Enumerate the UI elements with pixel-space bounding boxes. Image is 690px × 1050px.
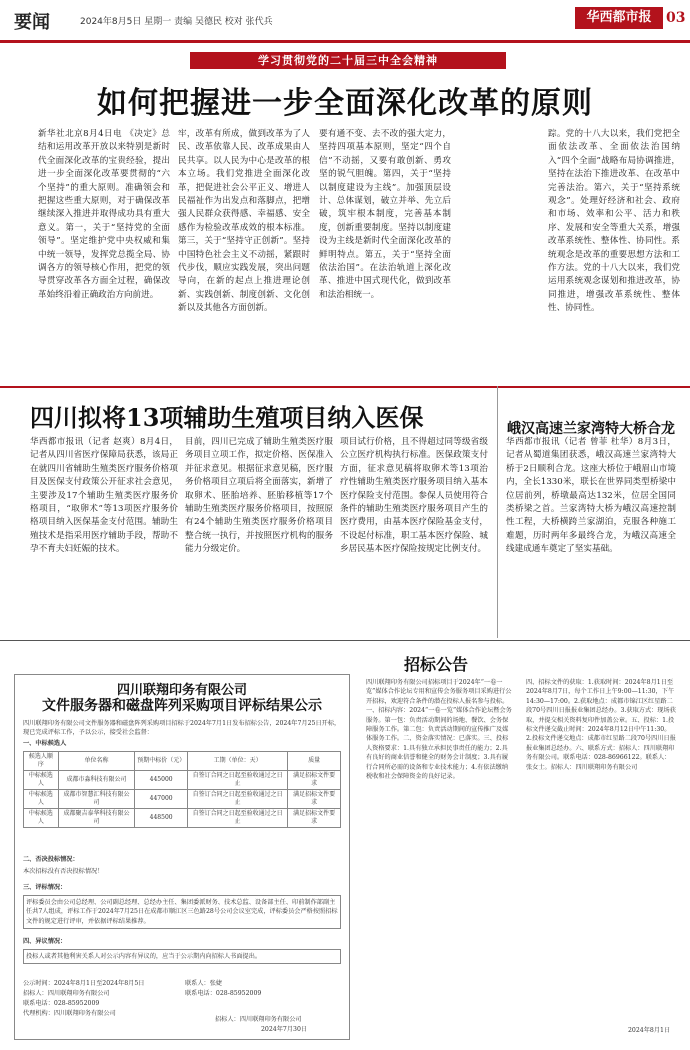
table-header: 工期（单位：天） xyxy=(188,752,288,771)
main-headline: 如何把握进一步全面深化改革的原则 xyxy=(97,86,593,121)
section-title: 要闻 xyxy=(14,12,50,33)
tender-column-1: 四川联翔印务有限公司招标项目于2024年“一卷一览”媒体合作论坛专用和宣传会务服务项目采购进行公开招标，欢迎符合条件的潜在投标人报名参与投标。一、招标内容：2024“一卷一览”媒体合作论坛暨会务服务。第一包：负责活动期间的场地、餐饮、会务保障服务工作。第二包：负责活动期间的宣传推广及媒体服务工作。二、资金落实情况：已落实。三、投标人资格要求：1.具有独立承担民事责任的能力；2.具有良好的商业信誉和健全的财务会计制度；3.具有履行合同所必需的设备和专业技术能力；4.有依法缴纳税收和社会保障资金的良好记录。 xyxy=(366,679,512,781)
lead-column-1: 新华社北京8月4日电 《决定》总结和运用改革开放以来特别是新时代全面深化改革的宝贵经验，提出进一步全面深化改革要贯彻的“六个坚持”的重大原则。准确领会和把握这些重大原则，对于确保改革继续深入推进并取得成功具有重大意义。第一，关于“坚持党的全面领导”。坚定维护党中央权威和集中统一领导，发挥党总揽全局、协调各方的领导核心作用，把党的领导贯穿改革各方面全过程，确保改革始终沿着正确政治方向前进。 xyxy=(38,129,170,300)
table-cell: 448500 xyxy=(135,809,188,828)
table-cell: 中标候选人 xyxy=(24,771,59,790)
table-header-row xyxy=(24,752,341,771)
notice-title: 文件服务器和磁盘阵列采购项目评标结果公示 xyxy=(42,698,322,714)
table-header: 预期中标价（元） xyxy=(135,752,188,771)
story2-column-2: 目前，四川已完成了辅助生殖类医疗服务项目立项工作，拟定价格、医保准入并征求意见。根据征求意见稿，医疗服务价格项目立项后将全面落实，新增了取卵术、胚胎培养、胚胎移植等17个辅助生殖类医疗服务价格项目，按照原有24个辅助生殖类医疗服务价格项目整合统一执行，并按照医疗机构的服务能力分级定价。 xyxy=(185,437,333,555)
table-header: 质量 xyxy=(288,752,341,771)
notice-signature: 招标人：四川联翔印务有限公司 xyxy=(215,1016,302,1023)
table-cell: 自签订合同之日起至验收通过之日止 xyxy=(188,790,288,809)
table-header: 单位名称 xyxy=(58,752,134,771)
notice-section-2-body: 本次招标没有否决投标情况！ xyxy=(23,868,104,875)
table-header: 候选人顺序 xyxy=(24,752,59,771)
column-divider xyxy=(497,386,498,638)
bid-result-notice xyxy=(14,674,350,1040)
notice-contact: 联系人：张婕 xyxy=(185,980,223,987)
table-cell: 满足招标文件要求 xyxy=(288,771,341,790)
notice-phone: 联系电话：028-85952009 xyxy=(23,1000,100,1007)
tender-notice xyxy=(366,652,676,1042)
table-cell: 满足招标文件要求 xyxy=(288,809,341,828)
table-cell: 成都市淼科技有限公司 xyxy=(58,771,134,790)
lead-column-4: 踪。党的十八大以来，我们党把全面依法改革、全面依法治国纳入“四个全面”战略布局协调推进，坚持在法治下推进改革、在改革中完善法治。第六，关于“坚持系统观念”。处理好经济和社会、政府和市场、效率和公平、活力和秩序、发展和安全等重大关系，增强改革系统性、整体性、协同性。系统观念是改革的重要思想方法和工作方法。党的十八大以来，我们党运用系统观念谋划和推进改革，协同推进，增强改革系统性、整体性、协同性。 xyxy=(548,129,680,314)
notice-agent: 代理机构：四川联翔印务有限公司 xyxy=(23,1010,116,1017)
issue-meta: 2024年8月5日 星期一 责编 吴德民 校对 张代兵 xyxy=(80,17,273,27)
candidate-table xyxy=(23,751,341,828)
notice-section-3-body: 评标委员会由公司总经理、公司副总经理、总经办主任、集团委派财务、技术总监、设备部主任、印前制作部副主任共7人组成，评标工作于2024年7月25日在成都市顺江区三色路28号公司会议室完成，评标委员会严格按照招标文件的规定进行评审，并依据评标结果推荐。 xyxy=(23,895,341,929)
page-header xyxy=(0,0,690,40)
table-cell: 中标候选人 xyxy=(24,809,59,828)
table-cell: 成都市智慧汇科技有限公司 xyxy=(58,790,134,809)
table-cell: 445000 xyxy=(135,771,188,790)
notice-date: 2024年7月30日 xyxy=(261,1026,308,1033)
lead-column-2: 牢，改革有所成，做到改革为了人民、改革依靠人民、改革成果由人民共享。以人民为中心是改革的根本立场。我们党推进全面深化改革，把促进社会公平正义、增进人民福祉作为出发点和落脚点，把增强人民群众获得感、幸福感、安全感作为检验改革成效的根本标准。第三，关于“坚持守正创新”。坚持中国特色社会主义不动摇，紧跟时代步伐，顺应实践发展，突出问题导向，在新的起点上推进理论创新、实践创新、制度创新、文化创新以及其他各方面创新。 xyxy=(178,129,310,314)
notice-tel2: 联系电话：028-85952009 xyxy=(185,990,262,997)
table-row xyxy=(24,790,341,809)
notice-section-4: 四、异议情况： xyxy=(23,938,67,945)
notice-company: 四川联翔印务有限公司 xyxy=(116,683,247,698)
story2-headline: 四川拟将13项辅助生殖项目纳入医保 xyxy=(30,403,424,432)
story2-column-1: 华西都市报讯（记者 赵爽）8月4日，记者从四川省医疗保障局获悉，该局正在就四川省辅助生殖类医疗服务价格项目及医保支付政策公开征求社会意见，主要涉及17个辅助生殖类医疗服务价格项目，“取卵术”等13项医疗服务价格项目纳入医保基金支付范围。辅助生殖技术是指采用医疗辅助手段，帮助不孕不育夫妇妊娠的技术。 xyxy=(30,437,178,555)
table-cell: 自签订合同之日起至验收通过之日止 xyxy=(188,771,288,790)
tender-column-2: 四、招标文件的获取：1.获取时间：2024年8月1日至2024年8月7日，每个工作日上午9:00—11:30，下午14:30—17:00。2.获取地点：成都市锦江区红星路二段70号四川日报报业集团总经办。3.获取方式：现场获取，并提交相关资料复印件加盖公章。五、投标：1.投标文件递交截止时间：2024年8月12日中午11:30。2.投标文件递交地点：成都市红星路二段70号四川日报报业集团总经办。六、联系方式：招标人：四川联翔印务有限公司。联系电话：028-86966122。联系人：张女士。招标人：四川联翔印务有限公司 xyxy=(526,679,676,771)
lead-column-3: 要有通不变、去不改的强大定力，坚持四项基本原则，坚定“四个自信”不动摇，又要有敢创新、勇攻坚的锐气胆魄。第四，关于“坚持以制度建设为主线”。加强顶层设计、总体谋划，破立并举、先立后破，筑牢根本制度，完善基本制度，创新重要制度。坚持以制度建设为主线是新时代全面深化改革的鲜明特点。第五，关于“坚持全面依法治国”。在法治轨道上深化改革、推进中国式现代化，做到改革和法治相统一。 xyxy=(319,129,451,300)
table-row xyxy=(24,771,341,790)
tender-title: 招标公告 xyxy=(403,655,468,674)
sidebar-body: 华西都市报讯（记者 曾菲 杜华）8月3日，记者从蜀道集团获悉，峨汉高速兰家湾特大桥于2日顺利合龙。这座大桥位于峨眉山市境内，全长1330米，联长在世界同类型桥梁中位居前列，桥墩最高达132米，位居全国同类桥梁之首。兰家湾特大桥为峨汉高速控制性工程，大桥横跨兰家湖泊，克服各种施工难题，历时两年多最终合龙，为峨汉高速全线建成通车奠定了坚实基础。 xyxy=(506,437,676,555)
newspaper-logo: 华西都市报 xyxy=(575,7,663,29)
header-rule xyxy=(0,40,690,43)
story2-column-3: 项目试行价格，且不得超过同等级省级公立医疗机构执行标准。医保政策支付方面，征求意见稿将取卵术等13项治疗性辅助生殖类医疗服务项目纳入基本医疗保险支付范围。参保人员使用符合条件的辅助生殖类医疗服务项目产生的医疗费用，由基本医疗保险基金支付，不设起付标准，职工基本医疗保险、城乡居民基本医疗保险按规定比例支付。 xyxy=(340,437,488,555)
table-cell: 447000 xyxy=(135,790,188,809)
page-number: 03 xyxy=(666,10,686,26)
notice-inviter: 招标人：四川联翔印务有限公司 xyxy=(23,990,110,997)
ads-rule xyxy=(0,640,690,641)
notice-section-3: 三、评标情况： xyxy=(23,884,67,891)
table-cell: 自签订合同之日起至验收通过之日止 xyxy=(188,809,288,828)
notice-intro: 四川联翔印务有限公司文件服务器和磁盘阵列采购项目招标于2024年7月1日发布招标公告，2024年7月25日开标，现已完成评标工作，予以公示，接受社会监督： xyxy=(23,720,341,737)
section-rule xyxy=(0,386,690,388)
table-row xyxy=(24,809,341,828)
table-cell: 满足招标文件要求 xyxy=(288,790,341,809)
notice-section-2: 二、否决投标情况： xyxy=(23,856,79,863)
sidebar-headline: 峨汉高速兰家湾特大桥合龙 xyxy=(507,421,675,437)
table-cell: 成都聚吉泰华科技有限公司 xyxy=(58,809,134,828)
tender-date: 2024年8月1日 xyxy=(628,1027,671,1034)
notice-period: 公示时间：2024年8月1日至2024年8月5日 xyxy=(23,980,145,987)
notice-section-1: 一、中标候选人 xyxy=(23,740,67,747)
table-cell: 中标候选人 xyxy=(24,790,59,809)
notice-section-4-body: 投标人或者其他利害关系人对公示内容有异议的，应当于公示期内向招标人书面提出。 xyxy=(23,949,341,964)
topic-banner: 学习贯彻党的二十届三中全会精神 xyxy=(190,52,506,69)
